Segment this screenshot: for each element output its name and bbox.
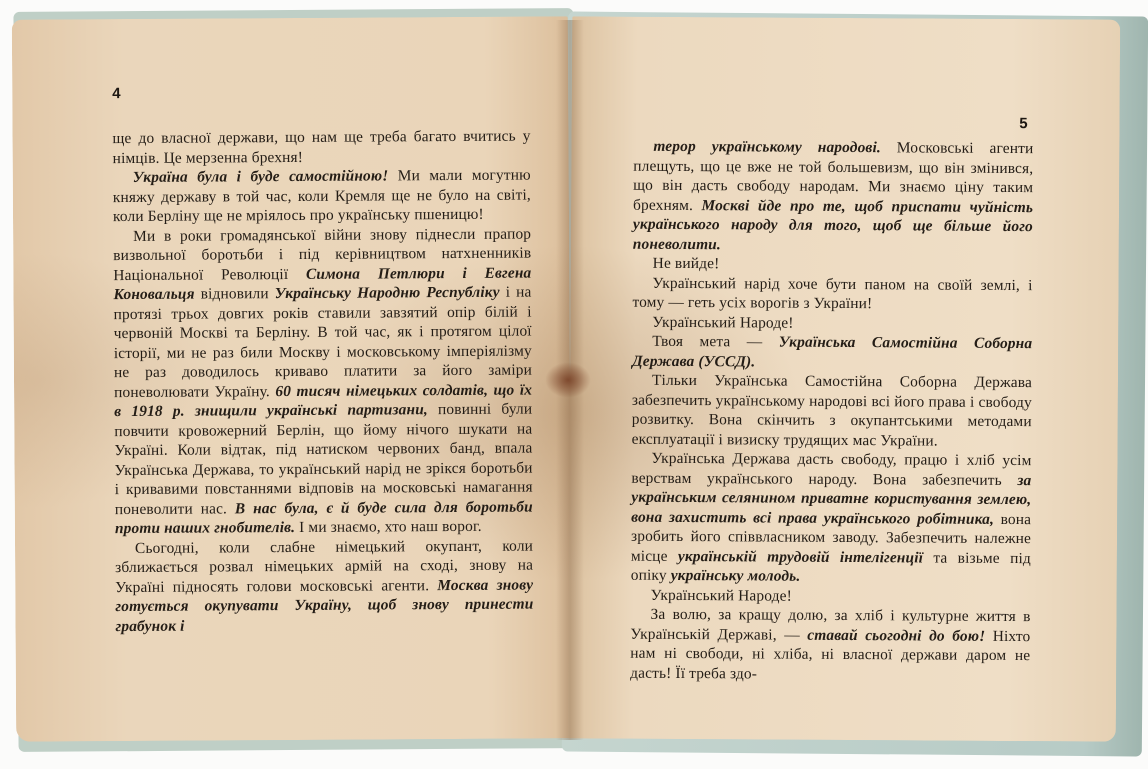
body-text: Український Народе! xyxy=(650,586,792,605)
emphasized-text: українській трудовій інтелігенції xyxy=(677,547,924,566)
body-text: Сьогодні, коли слабне німецький окупант, коли зближається розвал німецьких армій на сході, знову на Україні підносять голови московські агенти. xyxy=(115,537,534,596)
body-text: Ніхто нам ні свободи, ні хліба, ні власної держави даром не дасть! Її треба здо- xyxy=(630,627,1031,682)
body-text: повинні були повчити кровожерний Берлін, що йому нічого шукати на Україні. Коли відтак, під натиском червоних банд, впала Українська Держава, то український нарід не зрікся боротьби і кривавими повстаннями відповів на московські намагання поневолити нас. xyxy=(114,400,533,518)
body-text: Українська Держава дасть свободу, працю і хліб усім верствам українського народу. Вона забезпечить xyxy=(631,449,1032,489)
binding-stain xyxy=(545,362,591,398)
emphasized-text: Україна була і буде самостійною! xyxy=(132,167,389,186)
body-text: І ми знаємо, хто наш ворог. xyxy=(295,517,482,536)
body-text: Московські агенти плещуть, що це вже не той большевизм, що він змінився, що він дасть свободу народам. Ми знаємо ціну таким брехням. xyxy=(633,139,1034,214)
paragraph xyxy=(631,585,1031,607)
body-text: і на протязі трьох довгих років ставили завзятий опір білій і червоній Москві та Берліну. В той час, як і протягом цілої історії, ми не раз били Москву і московському імперіялізму не раз доводилось криваво платити за його заміри поневолювати Україну. xyxy=(113,283,533,401)
body-text: Ми в роки громадянської війни знову піднесли прапор визвольної боротьби і під керівництвом натхненників Національної Революції xyxy=(113,225,532,284)
emphasized-text: терор українському народові. xyxy=(653,137,881,157)
emphasized-text: Москва знову готується окупувати Україну, щоб знову принести грабунок і xyxy=(115,576,534,635)
body-text: Український Народе! xyxy=(652,313,794,332)
paragraph xyxy=(632,312,1032,334)
page-number: 4 xyxy=(112,85,121,103)
page-number: 5 xyxy=(1019,115,1028,133)
emphasized-text: українську молодь. xyxy=(670,566,801,585)
paragraph xyxy=(113,166,531,227)
page-left xyxy=(12,16,572,741)
body-text: ще до власної держави, що нам ще треба багато вчитись у німців. Це мерзенна брехня! xyxy=(112,127,531,167)
body-text: Тільки Українська Самостійна Соборна Держава забезпечить українському народові всі його права і свободу розвитку. Вона скінчить з окупантськими методами експлуатації і визиску трудящих мас України. xyxy=(631,371,1033,450)
body-text: Ми мали могутню княжу державу в той час, коли Кремля ще не було на світі, коли Берліну ще не мріялось про українську пшеницю! xyxy=(112,166,531,226)
emphasized-text: Українську Народню Республіку xyxy=(274,283,500,303)
paragraph xyxy=(632,332,1032,373)
emphasized-text: В нас була, є й буде сила для боротьби проти наших гнобителів. xyxy=(114,498,533,538)
body-text: та візьме під опіку xyxy=(630,548,1031,584)
paragraph xyxy=(632,273,1032,314)
paragraph xyxy=(633,254,1033,276)
body-text: За волю, за кращу долю, за хліб і культурне життя в Українській Державі, — xyxy=(630,605,1031,644)
body-text: Твоя мета — xyxy=(652,332,779,351)
emphasized-text: Українська Самостійна Соборна Держава (УССД). xyxy=(632,333,1033,370)
paragraph xyxy=(632,371,1032,451)
page-text xyxy=(630,137,1033,685)
paragraph xyxy=(112,127,530,169)
paragraph xyxy=(633,137,1034,256)
paragraph xyxy=(630,605,1030,685)
body-text: Український нарід хоче бути паном на своїй землі, і тому — геть усіх ворогів з України! xyxy=(632,274,1033,313)
emphasized-text: Москві йде про те, щоб приспати чуйність українського народу для того, щоб ще більше його поневолити. xyxy=(632,196,1034,253)
emphasized-text: ставай сьогодні до бою! xyxy=(807,626,986,645)
page-text xyxy=(112,127,533,637)
emphasized-text: Симона Петлюри і Евгена Коновальця xyxy=(113,264,532,304)
emphasized-text: за українським селянином приватне користування землею, вона захистить всі права українського робітника, xyxy=(631,471,1032,528)
paragraph xyxy=(113,224,533,539)
body-text: Не вийде! xyxy=(652,254,720,273)
body-text: відновили xyxy=(194,285,275,303)
paragraph xyxy=(631,449,1032,588)
emphasized-text: 60 тисяч німецьких солдатів, що їх в 1918 р. знищили українські партизани, xyxy=(114,381,533,421)
body-text: вона зробить його співвласником заводу. Забезпечить належне місце xyxy=(630,510,1032,565)
page-right xyxy=(568,16,1120,741)
paragraph xyxy=(115,536,534,636)
